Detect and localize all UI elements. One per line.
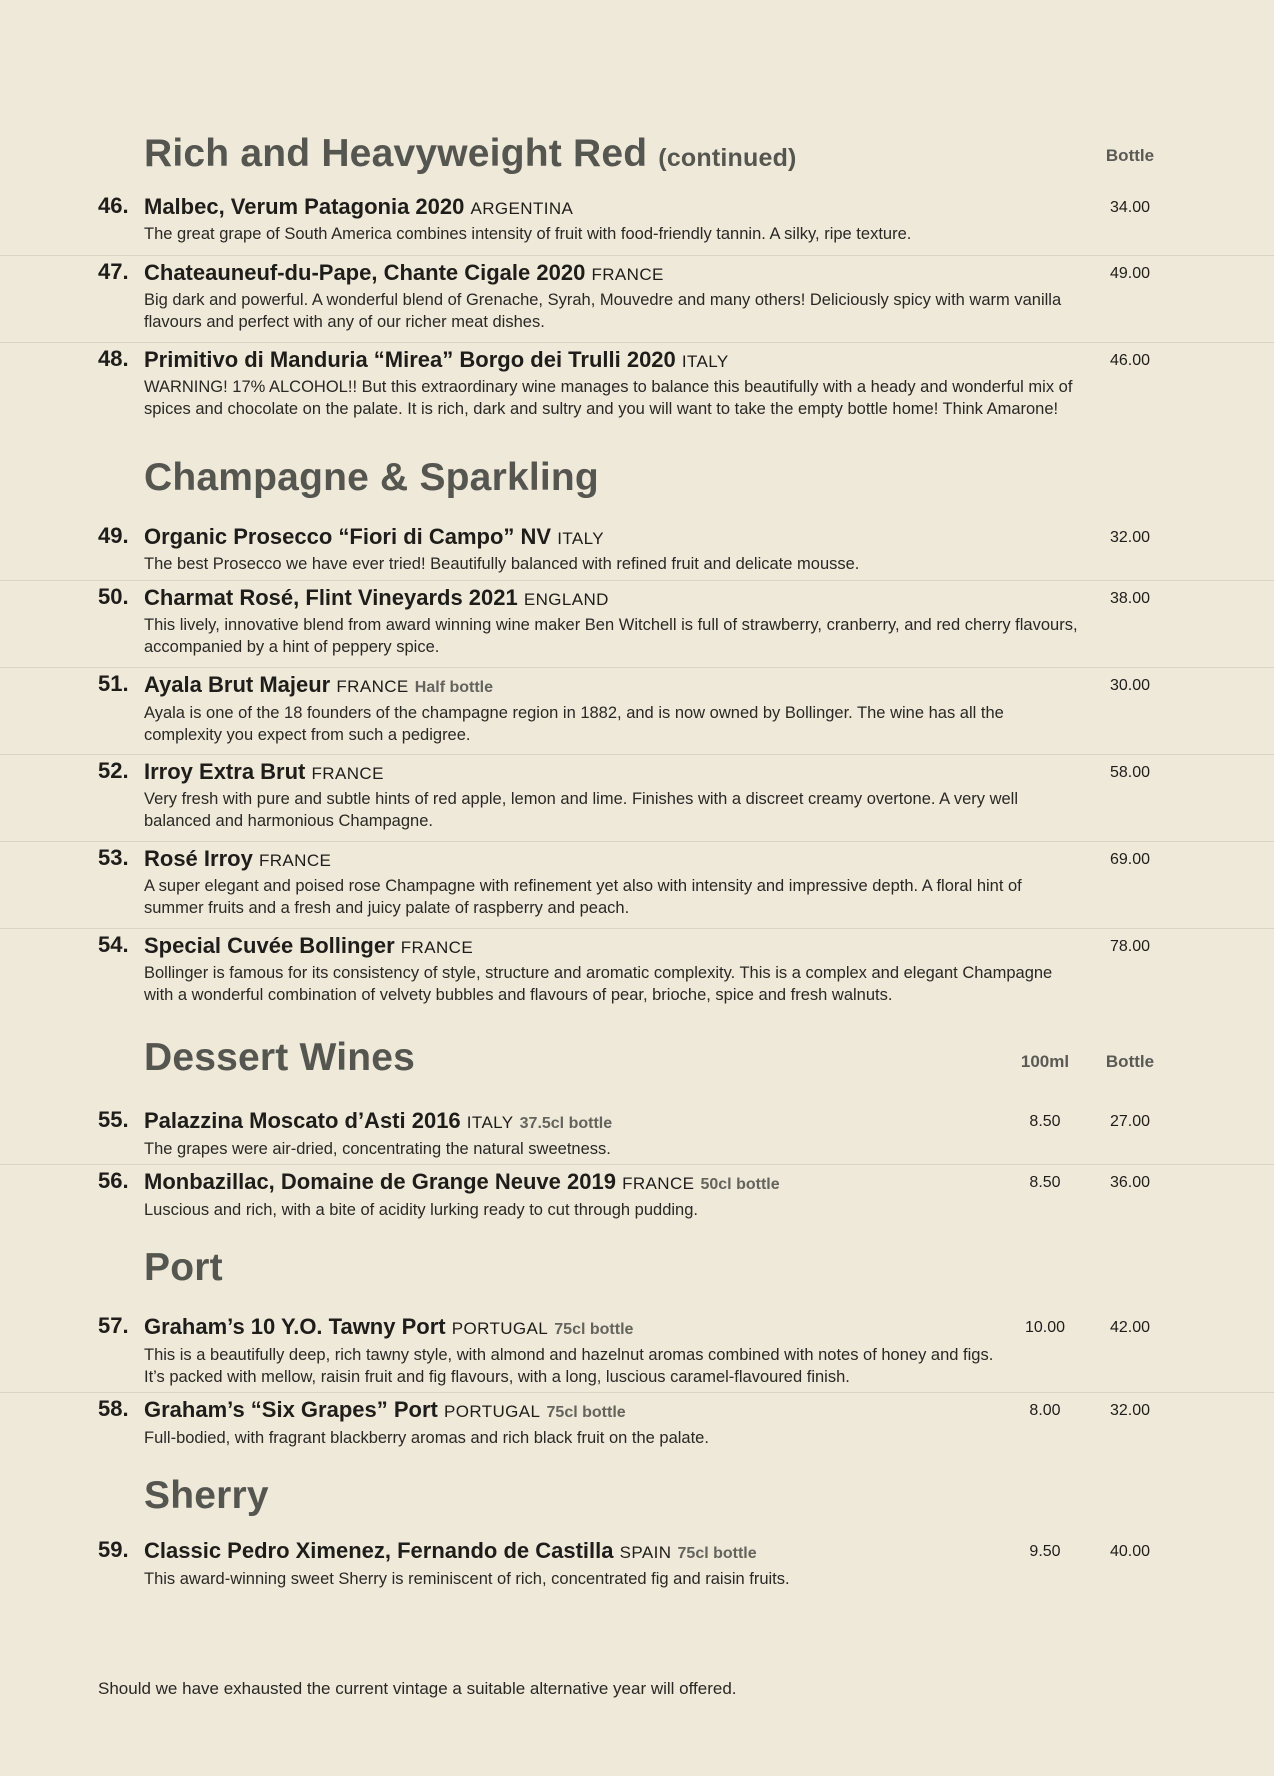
item-number: 56. [98, 1168, 129, 1193]
wine-name: Malbec, Verum Patagonia 2020 [144, 194, 465, 219]
wine-description: Very fresh with pure and subtle hints of red apple, lemon and lime. Finishes with a discreet creamy overtone. A very well balanced and harmonious Champagne. [144, 790, 1019, 830]
wine-item [0, 929, 1274, 1015]
price-bottle: 38.00 [1109, 590, 1151, 607]
wine-description: This award-winning sweet Sherry is reminiscent of rich, concentrated fig and raisin fruits. [144, 1570, 790, 1588]
wine-item [0, 755, 1274, 842]
price-100ml: 10.00 [1024, 1319, 1066, 1336]
wine-country: FRANCE [311, 764, 384, 783]
wine-name: Irroy Extra Brut [144, 759, 306, 784]
wine-item [0, 1165, 1274, 1225]
wine-item [0, 256, 1274, 343]
wine-description: This is a beautifully deep, rich tawny style, with almond and hazelnut aromas combined with notes of honey and figs. It’s packed with mellow, raisin fruit and fig flavours, with a long, luscious caramel-flavoured finish. [144, 1346, 994, 1386]
wine-description: The grapes were air-dried, concentrating the natural sweetness. [144, 1140, 611, 1158]
wine-description: Luscious and rich, with a bite of acidity lurking ready to cut through pudding. [144, 1201, 698, 1219]
wine-name: Primitivo di Manduria “Mirea” Borgo dei Trulli 2020 [144, 347, 676, 372]
wine-name: Monbazillac, Domaine de Grange Neuve 2019 [144, 1169, 616, 1194]
section-port [0, 1246, 1274, 1453]
wine-item [0, 190, 1274, 256]
footer-note: Should we have exhausted the current vintage a suitable alternative year will offered. [98, 1679, 737, 1698]
bottle-size: 37.5cl bottle [519, 1115, 613, 1132]
wine-name: Graham’s “Six Grapes” Port [144, 1397, 438, 1422]
bottle-size: 75cl bottle [546, 1404, 626, 1421]
price-bottle: 32.00 [1109, 529, 1151, 546]
wine-description: The great grape of South America combines intensity of fruit with food-friendly tannin. A silky, ripe texture. [144, 225, 912, 243]
bottle-size: 75cl bottle [554, 1321, 634, 1338]
price-bottle: 49.00 [1109, 265, 1151, 282]
price-bottle: 42.00 [1109, 1319, 1151, 1336]
item-number: 54. [98, 932, 129, 957]
section-title: Sherry [144, 1474, 269, 1517]
wine-country: PORTUGAL [443, 1402, 541, 1421]
section-red [0, 132, 1274, 429]
price-100ml: 9.50 [1029, 1543, 1061, 1560]
bottle-size: 50cl bottle [700, 1176, 780, 1193]
item-number: 49. [98, 523, 129, 548]
bottle-size: Half bottle [414, 679, 494, 696]
item-number: 53. [98, 845, 129, 870]
wine-country: PORTUGAL [451, 1319, 549, 1338]
price-bottle: 27.00 [1109, 1113, 1151, 1130]
wine-name: Ayala Brut Majeur [144, 672, 331, 697]
wine-description: Big dark and powerful. A wonderful blend of Grenache, Syrah, Mouvedre and many others! Deliciously spicy with warm vanilla flavours and perfect with any of our richer meat dishes. [144, 291, 1062, 331]
wine-country: SPAIN [619, 1543, 672, 1562]
section-title: Rich and Heavyweight Red (continued) [144, 132, 797, 175]
section-title: Port [144, 1246, 223, 1289]
price-bottle: 30.00 [1109, 677, 1151, 694]
section-title: Dessert Wines [144, 1036, 416, 1079]
price-bottle: 46.00 [1109, 352, 1151, 369]
wine-name: Graham’s 10 Y.O. Tawny Port [144, 1314, 446, 1339]
item-number: 46. [98, 193, 129, 218]
section-sparkling [0, 456, 1274, 1015]
wine-country: ITALY [466, 1113, 514, 1132]
wine-name: Special Cuvée Bollinger [144, 933, 395, 958]
wine-item [0, 842, 1274, 929]
item-number: 50. [98, 584, 129, 609]
wine-description: A super elegant and poised rose Champagne with refinement yet also with intensity and impressive depth. A floral hint of summer fruits and a fresh and juicy palate of raspberry and peach. [144, 877, 1022, 917]
wine-description: Ayala is one of the 18 founders of the champagne region in 1882, and is now owned by Bollinger. The wine has all the complexity you expect from such a pedigree. [144, 704, 1004, 744]
wine-description: WARNING! 17% ALCOHOL!! But this extraordinary wine manages to balance this beautifully with a heady and wonderful mix of spices and chocolate on the palate. It is rich, dark and sultry and you will want to take the empty bottle home! Think Amarone! [144, 378, 1073, 418]
wine-country: ITALY [557, 529, 604, 548]
wine-country: ARGENTINA [470, 199, 574, 218]
price-bottle: 58.00 [1109, 764, 1151, 781]
wine-item [0, 520, 1274, 581]
item-number: 58. [98, 1396, 129, 1421]
price-bottle: 78.00 [1109, 938, 1151, 955]
wine-description: Bollinger is famous for its consistency of style, structure and aromatic complexity. This is a complex and elegant Champagne with a wonderful combination of velvety bubbles and flavours of pear, brioche, spice and fresh walnuts. [144, 964, 1053, 1004]
wine-description: This lively, innovative blend from award winning wine maker Ben Witchell is full of strawberry, cranberry, and red cherry flavours, accompanied by a hint of peppery spice. [144, 616, 1078, 656]
bottle-size: 75cl bottle [677, 1545, 757, 1562]
price-bottle: 40.00 [1109, 1543, 1151, 1560]
item-number: 51. [98, 671, 129, 696]
price-100ml: 8.50 [1029, 1113, 1061, 1130]
item-number: 59. [98, 1537, 129, 1562]
price-bottle: 32.00 [1109, 1402, 1151, 1419]
wine-name: Chateauneuf-du-Pape, Chante Cigale 2020 [144, 260, 586, 285]
item-number: 48. [98, 346, 129, 371]
item-number: 55. [98, 1107, 129, 1132]
price-100ml: 8.00 [1029, 1402, 1061, 1419]
wine-country: ENGLAND [523, 590, 609, 609]
wine-item [0, 1104, 1274, 1165]
price-100ml: 8.50 [1029, 1174, 1061, 1191]
section-title: Champagne & Sparkling [144, 456, 599, 499]
wine-name: Palazzina Moscato d’Asti 2016 [144, 1108, 461, 1133]
wine-item [0, 1310, 1274, 1393]
wine-name: Organic Prosecco “Fiori di Campo” NV [144, 524, 552, 549]
item-number: 47. [98, 259, 129, 284]
wine-item [0, 1534, 1274, 1594]
item-number: 52. [98, 758, 129, 783]
wine-name: Classic Pedro Ximenez, Fernando de Castilla [144, 1538, 614, 1563]
column-header-bottle: Bottle [1105, 146, 1155, 165]
wine-country: FRANCE [336, 677, 409, 696]
column-header-100ml: 100ml [1020, 1052, 1070, 1071]
wine-country: FRANCE [591, 265, 664, 284]
wine-country: FRANCE [400, 938, 474, 957]
wine-country: FRANCE [622, 1174, 695, 1193]
price-bottle: 69.00 [1109, 851, 1151, 868]
wine-name: Rosé Irroy [144, 846, 253, 871]
wine-item [0, 581, 1274, 668]
wine-item [0, 343, 1274, 429]
wine-description: The best Prosecco we have ever tried! Beautifully balanced with refined fruit and delicate mousse. [144, 555, 860, 573]
price-bottle: 36.00 [1109, 1174, 1151, 1191]
section-sherry [0, 1474, 1274, 1594]
item-number: 57. [98, 1313, 129, 1338]
wine-item [0, 668, 1274, 755]
wine-description: Full-bodied, with fragrant blackberry aromas and rich black fruit on the palate. [144, 1429, 709, 1447]
section-dessert [0, 1036, 1274, 1225]
wine-country: ITALY [681, 352, 729, 371]
column-header-bottle: Bottle [1105, 1052, 1155, 1071]
wine-item [0, 1393, 1274, 1453]
wine-country: FRANCE [258, 851, 332, 870]
price-bottle: 34.00 [1109, 199, 1151, 216]
section-title-suffix: (continued) [658, 144, 797, 172]
wine-name: Charmat Rosé, Flint Vineyards 2021 [144, 585, 518, 610]
